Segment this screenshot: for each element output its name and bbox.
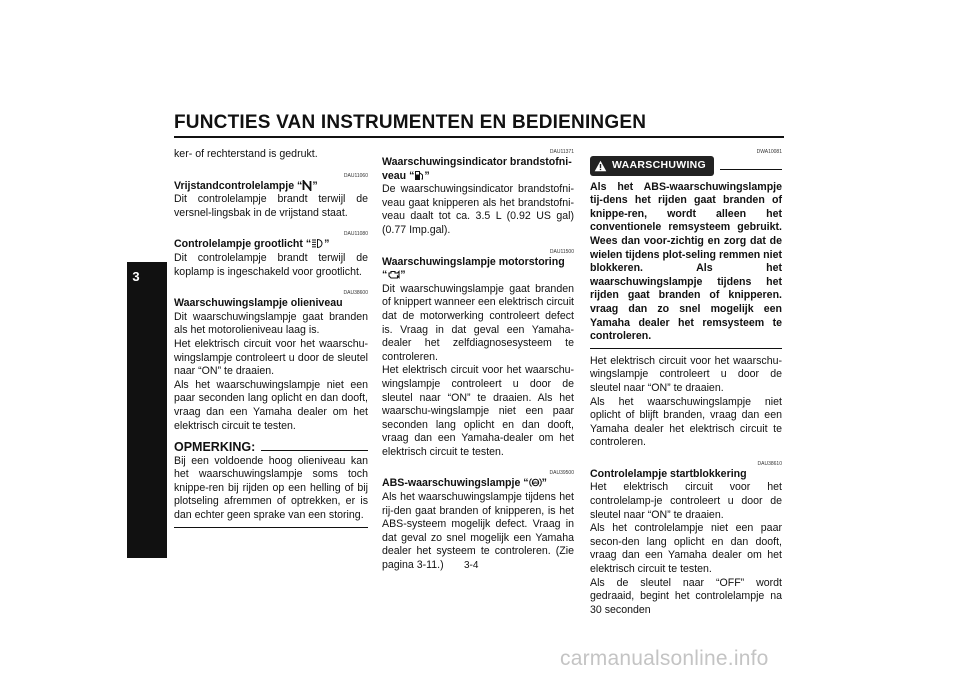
fuel-pump-icon xyxy=(414,170,424,181)
engine-icon xyxy=(387,269,400,280)
section-code: DAU38600 xyxy=(343,290,368,297)
note-bottom-rule xyxy=(174,527,368,528)
column-3 xyxy=(590,148,782,617)
warning-triangle-icon xyxy=(594,160,607,172)
abs-warning-text: Als het waarschuwingslampje tijdens het rij-den gaat branden of knipperen, is het ABS-systeem mogelijk defect. Vraag in dat geval zo snel mogelijk een Yamaha dealer het systeem te controleren. (Zie pagina 3-11.) xyxy=(382,491,574,572)
high-beam-icon xyxy=(311,238,324,249)
section-code: DAU11080 xyxy=(343,231,368,238)
chapter-tab xyxy=(127,262,167,558)
warning-text: Als het ABS-waarschuwingslampje tij-dens het rijden gaat branden of knippe-ren, wordt alleen het conventionele remsysteem gebruikt. Wees dan voor-zichtig en zorg dat de wielen tijdens plot-seling remmen niet blokkeren. Als het waarschuwingslampje tijdens het rijden gaat branden of knipperen. vraag dan zo snel mogelijk een Yamaha dealer het remsysteem te controleren. xyxy=(590,180,782,343)
abs-circuit-text-2: Als het waarschuwingslampje niet oplicht of blijft branden, vraag dan een Yamaha dealer het elektrisch circuit te controleren. xyxy=(590,395,782,449)
warning-label: WAARSCHUWING xyxy=(612,159,707,171)
note-text: Bij een voldoende hoog olieniveau kan het waarschuwingslampje soms toch knippe-ren bij rijden op een helling of bij plotseling afremmen of optrekken, er is dan echter geen sprake van een storing. xyxy=(174,454,368,522)
high-beam-text: Dit controlelampje brandt terwijl de koplamp is ingeschakeld voor grootlicht. xyxy=(174,251,368,278)
note-rule xyxy=(261,450,368,451)
warning-code: DWA10081 xyxy=(756,149,782,155)
section-code: DAU11060 xyxy=(343,172,368,179)
svg-text:ABS: ABS xyxy=(531,481,539,486)
section-code: DAU39500 xyxy=(549,470,574,477)
oil-level-text-3: Als het waarschuwingslampje niet een paar seconden lang oplicht en dan dooft, vraag dan een Yamaha dealer om het elektrisch circuit te testen. xyxy=(174,378,368,432)
abs-warning-heading: ABS-waarschuwingslampje “ ABS ” xyxy=(382,477,547,490)
title-rule xyxy=(174,136,784,138)
chapter-number: 3 xyxy=(132,269,140,284)
page-number: 3-4 xyxy=(464,560,479,571)
warning-rule xyxy=(720,169,782,170)
intro-text: ker- of rechterstand is gedrukt. xyxy=(174,148,318,160)
fuel-level-text: De waarschuwingsindicator brandstofni-veau gaat knipperen als het brandstofni-veau daalt tot ca. 3.5 L (0.92 US gal) (0.77 Imp.gal). xyxy=(382,183,574,236)
note-label: OPMERKING: xyxy=(174,440,256,455)
immobilizer-text-1: Het elektrisch circuit voor het controlelamp-je controleert u door de sleutel naar “ON” te draaien. xyxy=(590,481,782,521)
abs-circuit-text-1: Het elektrisch circuit voor het waarschu-wingslampje controleert u door de sleutel naar “ON” te draaien. xyxy=(590,354,782,394)
immobilizer-text-2: Als het controlelampje niet een paar secon-den lang oplicht en dan dooft, vraag dan een Yamaha dealer om het elektrisch circuit te testen. xyxy=(590,522,782,576)
column-2 xyxy=(382,148,574,573)
neutral-indicator-text: Dit controlelampje brandt terwijl de versnel-lingsbak in de vrijstand staat. xyxy=(174,193,368,219)
section-code: DAU11500 xyxy=(549,248,574,255)
neutral-n-icon xyxy=(302,180,312,191)
section-code: DAU11371 xyxy=(549,149,574,155)
oil-level-text-2: Het elektrisch circuit voor het waarschu-wingslampje controleert u door de sleutel naar “ON” te draaien. xyxy=(174,337,368,378)
engine-trouble-text-2: Het elektrisch circuit voor het waarschu-wingslampje controleert u door de sleutel naar “ON” te draaien. Als het waarschu-wingslampje niet een paar seconden lang oplicht en dan dooft, vraag dan een Yamaha-dealer om het elektrisch circuit te testen. xyxy=(382,364,574,458)
engine-trouble-heading: Waarschuwingslampje motorstoring “ ” xyxy=(382,255,565,282)
warning-badge xyxy=(590,156,714,176)
column-1 xyxy=(174,148,368,528)
page-title: FUNCTIES VAN INSTRUMENTEN EN BEDIENINGEN xyxy=(174,112,647,133)
engine-trouble-text-1: Dit waarschuwingslampje gaat branden of knippert wanneer een elektrisch circuit dat de motorwerking controleert defect is. Vraag in dat geval een Yamaha-dealer het zelfdiagnosesysteem te controleren. xyxy=(382,282,574,363)
abs-icon xyxy=(529,477,542,488)
note-header xyxy=(174,441,368,455)
immobilizer-heading: Controlelampje startblokkering xyxy=(590,467,747,480)
warning-header xyxy=(590,156,782,176)
section-code: DAU38610 xyxy=(757,460,782,467)
oil-level-heading: Waarschuwingslampje olieniveau xyxy=(174,297,343,310)
watermark: carmanualsonline.info xyxy=(560,647,769,670)
fuel-level-heading: Waarschuwingsindicator brandstofni-veau “ ” xyxy=(382,156,572,182)
immobilizer-text-3: Als de sleutel naar “OFF” wordt gedraaid, begint het controlelampje na 30 seconden xyxy=(590,576,782,616)
warning-bottom-rule xyxy=(590,348,782,349)
high-beam-heading: Controlelampje grootlicht “ ” xyxy=(174,238,330,251)
oil-level-text-1: Dit waarschuwingslampje gaat branden als het motorolieniveau laag is. xyxy=(174,310,368,337)
neutral-indicator-heading: Vrijstandcontrolelampje “ ” xyxy=(174,179,318,192)
